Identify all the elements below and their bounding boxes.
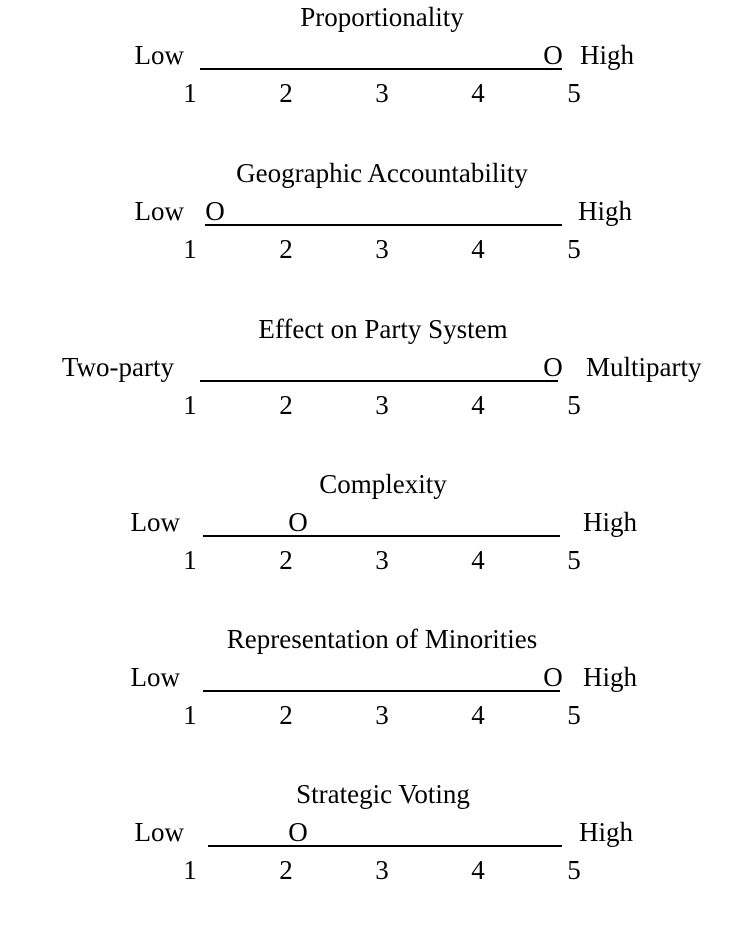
scale-title: Strategic Voting: [296, 779, 470, 809]
rating-scale: [0, 0, 746, 110]
scale-marker: O: [288, 507, 308, 537]
scale-right-label: High: [580, 40, 634, 70]
scale-tick-label: 3: [375, 234, 389, 264]
scale-tick-label: 5: [567, 78, 581, 108]
scale-line: [203, 535, 560, 537]
scale-tick-label: 4: [471, 234, 485, 264]
scale-left-label: Low: [134, 40, 184, 70]
rating-scale: [0, 777, 746, 887]
scale-tick-label: 2: [279, 234, 293, 264]
scale-tick-label: 1: [183, 234, 197, 264]
scale-tick-label: 3: [375, 855, 389, 885]
scale-tick-label: 4: [471, 855, 485, 885]
scale-line: [208, 845, 562, 847]
scale-tick-label: 4: [471, 545, 485, 575]
scale-tick-label: 2: [279, 545, 293, 575]
scale-tick-label: 5: [567, 390, 581, 420]
scale-tick-label: 1: [183, 855, 197, 885]
scale-marker: O: [543, 352, 563, 382]
rating-scale: [0, 467, 746, 577]
scale-title: Complexity: [319, 469, 447, 499]
scale-tick-label: 4: [471, 78, 485, 108]
scale-title: Proportionality: [300, 2, 464, 32]
rating-scale: [0, 622, 746, 732]
scale-left-label: Low: [134, 196, 184, 226]
scale-title: Geographic Accountability: [236, 158, 528, 188]
scale-tick-label: 4: [471, 390, 485, 420]
scale-tick-label: 1: [183, 390, 197, 420]
scale-tick-label: 3: [375, 545, 389, 575]
scale-left-label: Two-party: [61, 352, 174, 382]
scale-title: Effect on Party System: [258, 314, 508, 344]
scale-tick-label: 2: [279, 855, 293, 885]
scale-tick-label: 3: [375, 700, 389, 730]
scale-tick-label: 1: [183, 78, 197, 108]
scale-marker: O: [288, 817, 308, 847]
scale-tick-label: 5: [567, 855, 581, 885]
scale-left-label: Low: [134, 817, 184, 847]
scale-tick-label: 3: [375, 78, 389, 108]
scale-marker: O: [205, 196, 225, 226]
scale-line: [200, 380, 558, 382]
scale-left-label: Low: [130, 507, 180, 537]
scale-tick-label: 5: [567, 234, 581, 264]
scale-tick-label: 5: [567, 700, 581, 730]
rating-scale: [0, 312, 746, 422]
scale-left-label: Low: [130, 662, 180, 692]
scale-right-label: High: [578, 196, 632, 226]
scale-tick-label: 1: [183, 700, 197, 730]
scale-tick-label: 2: [279, 78, 293, 108]
scale-tick-label: 1: [183, 545, 197, 575]
scale-tick-label: 5: [567, 545, 581, 575]
scale-title: Representation of Minorities: [226, 624, 538, 654]
scale-line: [200, 68, 562, 70]
scale-marker: O: [543, 40, 563, 70]
scale-right-label: High: [583, 507, 637, 537]
scale-right-label: High: [583, 662, 637, 692]
scale-tick-label: 4: [471, 700, 485, 730]
scale-tick-label: 2: [279, 390, 293, 420]
scale-line: [203, 690, 560, 692]
rating-scale: [0, 156, 746, 266]
scale-tick-label: 2: [279, 700, 293, 730]
scale-marker: O: [543, 662, 563, 692]
scale-tick-label: 3: [375, 390, 389, 420]
scale-line: [205, 224, 562, 226]
scale-right-label: High: [579, 817, 633, 847]
scale-right-label: Multiparty: [586, 352, 702, 382]
